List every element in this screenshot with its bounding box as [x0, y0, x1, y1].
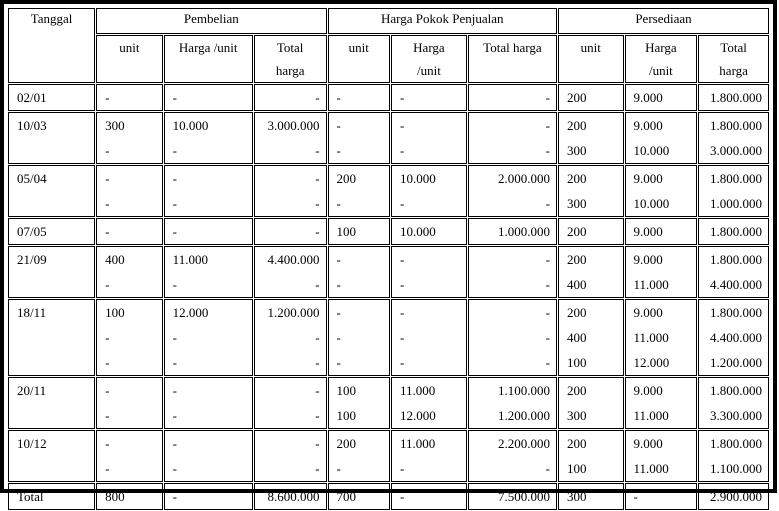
cell-line: -: [336, 330, 341, 345]
subheader-line: Total harga: [483, 40, 542, 55]
cell-line: 1.800.000: [710, 305, 762, 320]
cell-line: -: [172, 143, 178, 158]
value-cell: [96, 377, 163, 429]
cell-line: -: [105, 461, 110, 476]
cell-line: -: [400, 252, 405, 267]
cell-line: 1.000.000: [497, 224, 550, 239]
header-tanggal: Tanggal: [8, 8, 95, 83]
value-cell: [468, 299, 557, 376]
cell-line: 200: [336, 436, 357, 451]
value-cell: [328, 84, 390, 111]
value-cell: [468, 165, 557, 217]
value-cell: [96, 218, 163, 245]
date-cell: [8, 246, 95, 298]
subheader-6: [558, 35, 624, 83]
subheader-line: Total: [276, 40, 304, 55]
value-cell: [558, 165, 624, 217]
value-cell: [96, 165, 163, 217]
cell-line: -: [315, 277, 320, 292]
table-inner: [3, 3, 774, 504]
value-cell: [698, 84, 769, 111]
subheader-line: /unit: [648, 63, 673, 78]
cell-line: -: [400, 118, 405, 133]
cell-line: 1.800.000: [710, 171, 762, 186]
value-cell: [625, 483, 698, 510]
cell-line: 100: [336, 408, 357, 423]
cell-line: -: [172, 489, 178, 504]
cell-line: -: [172, 196, 178, 211]
value-cell: [625, 430, 698, 482]
value-cell: [391, 84, 467, 111]
cell-line: -: [336, 252, 341, 267]
value-cell: [698, 483, 769, 510]
value-cell: [391, 246, 467, 298]
value-cell: [391, 112, 467, 164]
cell-line: 05/04: [17, 171, 47, 186]
value-cell: [328, 483, 390, 510]
cell-line: 4.400.000: [710, 330, 762, 345]
value-cell: [558, 377, 624, 429]
subheader-line: harga: [719, 63, 748, 78]
cell-line: 12.000: [633, 355, 670, 370]
cell-line: 9.000: [633, 436, 663, 451]
cell-line: 11.000: [400, 383, 436, 398]
cell-line: -: [400, 90, 405, 105]
cell-line: 20/11: [17, 383, 47, 398]
cell-line: 1.100.000: [710, 461, 762, 476]
cell-line: 300: [105, 118, 125, 133]
cell-line: 1.800.000: [710, 118, 762, 133]
value-cell: [558, 84, 624, 111]
subheader-line: unit: [580, 40, 601, 55]
cell-line: 400: [566, 277, 587, 292]
cell-line: -: [400, 461, 405, 476]
cell-line: -: [545, 196, 550, 211]
subheader-line: Harga: [413, 40, 445, 55]
cell-line: -: [315, 436, 320, 451]
value-cell: [468, 218, 557, 245]
cell-line: -: [105, 90, 110, 105]
value-cell: [328, 112, 390, 164]
value-cell: [698, 377, 769, 429]
table-row: [8, 112, 769, 164]
cell-line: 100: [105, 305, 125, 320]
cell-line: -: [315, 143, 320, 158]
value-cell: [164, 299, 253, 376]
cell-line: 1.800.000: [710, 252, 762, 267]
cell-line: -: [172, 224, 178, 239]
cell-line: -: [315, 196, 320, 211]
value-cell: [164, 165, 253, 217]
cell-line: -: [545, 305, 550, 320]
subheader-line: Total: [720, 40, 747, 55]
cell-line: -: [105, 196, 110, 211]
cell-line: 3.000.000: [267, 118, 320, 133]
date-cell: [8, 84, 95, 111]
cell-line: 300: [566, 408, 587, 423]
cell-line: -: [315, 171, 320, 186]
table-row: [8, 430, 769, 482]
subheader-line: unit: [348, 40, 369, 55]
cell-line: 10.000: [400, 224, 436, 239]
header-persediaan: Persediaan: [558, 8, 769, 34]
cell-line: 18/11: [17, 305, 47, 320]
date-cell: [8, 218, 95, 245]
cell-line: 8.600.000: [267, 489, 320, 504]
cell-line: -: [172, 436, 178, 451]
subheader-line: /unit: [417, 63, 441, 78]
cell-line: 100: [566, 355, 587, 370]
value-cell: [164, 246, 253, 298]
cell-line: 2.200.000: [497, 436, 550, 451]
value-cell: [164, 218, 253, 245]
value-cell: [96, 483, 163, 510]
cell-line: 1.200.000: [710, 355, 762, 370]
cell-line: 1.200.000: [267, 305, 320, 320]
value-cell: [558, 112, 624, 164]
cell-line: 21/09: [17, 252, 47, 267]
value-cell: [698, 112, 769, 164]
value-cell: [164, 430, 253, 482]
cell-line: -: [545, 330, 550, 345]
subheader-0: [96, 35, 163, 83]
date-cell: [8, 430, 95, 482]
cell-line: -: [336, 277, 341, 292]
cell-line: 07/05: [17, 224, 47, 239]
table-row: [8, 246, 769, 298]
date-cell: [8, 483, 95, 510]
cell-line: -: [400, 489, 405, 504]
value-cell: [625, 218, 698, 245]
value-cell: [625, 299, 698, 376]
value-cell: [468, 430, 557, 482]
value-cell: [254, 165, 327, 217]
cell-line: 200: [566, 224, 587, 239]
date-cell: [8, 299, 95, 376]
value-cell: [254, 84, 327, 111]
cell-line: 3.000.000: [710, 143, 762, 158]
value-cell: [625, 84, 698, 111]
cell-line: 100: [336, 224, 357, 239]
cell-line: -: [105, 330, 110, 345]
cell-line: 02/01: [17, 90, 47, 105]
cell-line: -: [105, 408, 110, 423]
value-cell: [391, 483, 467, 510]
value-cell: [468, 84, 557, 111]
value-cell: [254, 218, 327, 245]
cell-line: -: [105, 224, 110, 239]
cell-line: 400: [566, 330, 587, 345]
cell-line: 1.000.000: [710, 196, 762, 211]
cell-line: 11.000: [633, 461, 669, 476]
value-cell: [328, 299, 390, 376]
cell-line: -: [172, 171, 178, 186]
cell-line: 100: [566, 461, 587, 476]
value-cell: [96, 299, 163, 376]
cell-line: 12.000: [172, 305, 209, 320]
cell-line: -: [545, 461, 550, 476]
cell-line: -: [336, 143, 341, 158]
header-hpp: Harga Pokok Penjualan: [328, 8, 557, 34]
cell-line: 9.000: [633, 171, 663, 186]
value-cell: [328, 165, 390, 217]
cell-line: -: [315, 383, 320, 398]
cell-line: -: [315, 461, 320, 476]
cell-line: 4.400.000: [267, 252, 320, 267]
cell-line: -: [172, 408, 178, 423]
value-cell: [625, 246, 698, 298]
cell-line: 11.000: [633, 330, 669, 345]
cell-line: 800: [105, 489, 125, 504]
table-row: [8, 218, 769, 245]
value-cell: [625, 112, 698, 164]
cell-line: 100: [336, 383, 357, 398]
cell-line: 11.000: [633, 408, 669, 423]
value-cell: [328, 377, 390, 429]
cell-line: -: [545, 252, 550, 267]
cell-line: -: [400, 305, 405, 320]
value-cell: [254, 246, 327, 298]
value-cell: [698, 430, 769, 482]
cell-line: -: [336, 118, 341, 133]
value-cell: [391, 299, 467, 376]
cell-line: -: [400, 330, 405, 345]
subheader-line: Harga /unit: [178, 40, 238, 55]
cell-line: Total: [17, 489, 44, 504]
cell-line: 12.000: [400, 408, 436, 423]
value-cell: [254, 112, 327, 164]
cell-line: 2.000.000: [497, 171, 550, 186]
cell-line: -: [400, 196, 405, 211]
cell-line: 1.800.000: [710, 224, 762, 239]
cell-line: 9.000: [633, 224, 663, 239]
value-cell: [254, 377, 327, 429]
cell-line: 9.000: [633, 305, 663, 320]
cell-line: -: [172, 277, 178, 292]
cell-line: 300: [566, 196, 587, 211]
cell-line: 10.000: [400, 171, 436, 186]
cell-line: 10/03: [17, 118, 47, 133]
cell-line: 200: [566, 118, 587, 133]
value-cell: [391, 377, 467, 429]
cell-line: -: [545, 90, 550, 105]
value-cell: [558, 483, 624, 510]
cell-line: -: [105, 277, 110, 292]
value-cell: [468, 377, 557, 429]
value-cell: [328, 430, 390, 482]
cell-line: -: [315, 355, 320, 370]
subheader-8: [698, 35, 769, 83]
cell-line: 9.000: [633, 90, 663, 105]
subheader-7: [625, 35, 698, 83]
cell-line: -: [336, 461, 341, 476]
value-cell: [96, 246, 163, 298]
cell-line: 4.400.000: [710, 277, 762, 292]
cell-line: 700: [336, 489, 357, 504]
cell-line: 200: [336, 171, 357, 186]
value-cell: [468, 483, 557, 510]
value-cell: [625, 377, 698, 429]
subheader-line: Harga: [645, 40, 677, 55]
cell-line: -: [172, 383, 178, 398]
cell-line: -: [172, 461, 178, 476]
value-cell: [328, 218, 390, 245]
cell-line: -: [545, 143, 550, 158]
cell-line: 200: [566, 171, 587, 186]
cell-line: -: [105, 143, 110, 158]
cell-line: 10.000: [633, 143, 670, 158]
value-cell: [558, 218, 624, 245]
value-cell: [558, 299, 624, 376]
table-row: [8, 299, 769, 376]
cell-line: 1.200.000: [497, 408, 550, 423]
value-cell: [468, 112, 557, 164]
table-row: [8, 483, 769, 510]
cell-line: 10/12: [17, 436, 47, 451]
value-cell: [96, 430, 163, 482]
cell-line: 400: [105, 252, 125, 267]
cell-line: -: [336, 305, 341, 320]
subheader-4: [391, 35, 467, 83]
value-cell: [698, 246, 769, 298]
value-cell: [391, 165, 467, 217]
value-cell: [164, 483, 253, 510]
subheader-line: harga: [275, 63, 305, 78]
cell-line: 3.300.000: [710, 408, 762, 423]
cell-line: 200: [566, 305, 587, 320]
cell-line: 200: [566, 252, 587, 267]
cell-line: 11.000: [400, 436, 436, 451]
cell-line: -: [172, 330, 178, 345]
cell-line: -: [105, 436, 110, 451]
cell-line: -: [315, 90, 320, 105]
cell-line: 1.800.000: [710, 436, 762, 451]
cell-line: -: [105, 171, 110, 186]
cell-line: 300: [566, 143, 587, 158]
cell-line: 200: [566, 90, 587, 105]
table-row: [8, 377, 769, 429]
cell-line: 1.800.000: [710, 383, 762, 398]
subheader-1: [164, 35, 253, 83]
value-cell: [698, 299, 769, 376]
value-cell: [698, 218, 769, 245]
cell-line: -: [315, 330, 320, 345]
cell-line: -: [545, 277, 550, 292]
value-cell: [254, 299, 327, 376]
value-cell: [164, 84, 253, 111]
cell-line: 9.000: [633, 383, 663, 398]
cell-line: -: [336, 90, 341, 105]
value-cell: [468, 246, 557, 298]
cell-line: -: [545, 355, 550, 370]
cell-line: 300: [566, 489, 587, 504]
value-cell: [558, 430, 624, 482]
cell-line: -: [172, 90, 178, 105]
subheader-2: [254, 35, 327, 83]
date-cell: [8, 165, 95, 217]
cell-line: 200: [566, 383, 587, 398]
value-cell: [625, 165, 698, 217]
value-cell: [558, 246, 624, 298]
table-row: [8, 165, 769, 217]
table-row: [8, 84, 769, 111]
cell-line: 10.000: [633, 196, 670, 211]
subheader-3: [328, 35, 390, 83]
cell-line: -: [545, 118, 550, 133]
date-cell: [8, 377, 95, 429]
cell-line: -: [172, 355, 178, 370]
header-pembelian: Pembelian: [96, 8, 326, 34]
cell-line: 9.000: [633, 252, 663, 267]
cell-line: -: [400, 355, 405, 370]
value-cell: [328, 246, 390, 298]
cell-line: -: [105, 355, 110, 370]
cell-line: 200: [566, 436, 587, 451]
value-cell: [391, 430, 467, 482]
value-cell: [391, 218, 467, 245]
value-cell: [96, 112, 163, 164]
date-cell: [8, 112, 95, 164]
cell-line: 1.800.000: [710, 90, 762, 105]
subheader-5: [468, 35, 557, 83]
value-cell: [164, 112, 253, 164]
value-cell: [96, 84, 163, 111]
value-cell: [698, 165, 769, 217]
cell-line: -: [633, 489, 638, 504]
cell-line: -: [315, 408, 320, 423]
cell-line: -: [400, 277, 405, 292]
cell-line: -: [105, 383, 110, 398]
value-cell: [164, 377, 253, 429]
cell-line: 9.000: [633, 118, 663, 133]
value-cell: [254, 483, 327, 510]
value-cell: [254, 430, 327, 482]
cell-line: -: [336, 196, 341, 211]
cell-line: -: [315, 224, 320, 239]
cell-line: -: [400, 143, 405, 158]
cell-line: 2.900.000: [710, 489, 762, 504]
cell-line: 11.000: [633, 277, 669, 292]
cell-line: 7.500.000: [497, 489, 550, 504]
cell-line: 1.100.000: [497, 383, 550, 398]
cell-line: 11.000: [172, 252, 208, 267]
subheader-line: unit: [119, 40, 140, 55]
inventory-table: [7, 7, 770, 511]
cell-line: 10.000: [172, 118, 209, 133]
cell-line: -: [336, 355, 341, 370]
